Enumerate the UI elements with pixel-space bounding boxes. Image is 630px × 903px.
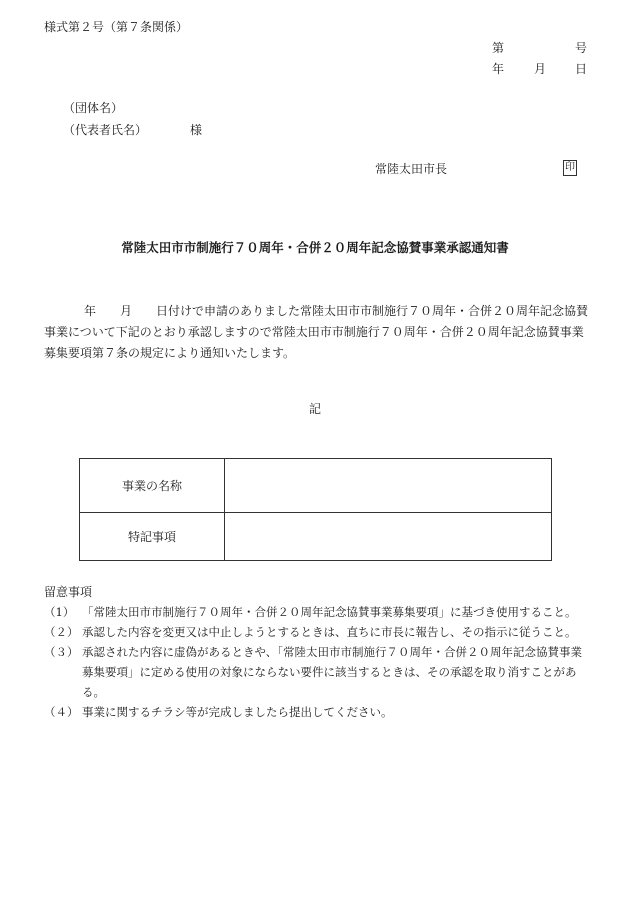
seal-stamp: 印 — [563, 160, 577, 176]
note-number: （４） — [44, 705, 79, 719]
list-item — [44, 642, 592, 702]
row-value — [225, 513, 552, 561]
note-text: 承認した内容を変更又は中止しようとするときは、直ちに市長に報告し、その指示に従うこと。 — [82, 625, 577, 639]
list-item — [44, 702, 592, 722]
row-label: 特記事項 — [80, 513, 225, 561]
date-month: 月 — [534, 62, 547, 76]
document-title: 常陸太田市市制施行７０周年・合併２０周年記念協賛事業承認通知書 — [121, 240, 509, 255]
detail-table — [79, 458, 552, 561]
notes-heading: 留意事項 — [44, 585, 93, 599]
ki-heading: 記 — [308, 402, 321, 416]
list-item — [44, 602, 592, 622]
table-row — [80, 513, 552, 561]
body-text: 日付けで申請のありました常陸太田市市制施行７０周年・合併２０周年記念協賛事業について下記のとおり承認しますので常陸太田市市制施行７０周年・合併２０周年記念協賛事業募集要項第７条の規定により通知いたします。 — [44, 304, 589, 360]
body-paragraph — [44, 301, 590, 364]
sender-title: 常陸太田市長 — [375, 162, 448, 176]
form-id: 様式第２号（第７条関係） — [44, 20, 189, 34]
note-text: 事業に関するチラシ等が完成しましたら提出してください。 — [82, 705, 393, 719]
row-label: 事業の名称 — [80, 459, 225, 513]
note-text: 承認された内容に虚偽があるときや、「常陸太田市市制施行７０周年・合併２０周年記念協賛事業募集要項」に定める使用の対象にならない要件に該当するときは、その承認を取り消すことがある。 — [82, 645, 583, 699]
note-text: 「常陸太田市市制施行７０周年・合併２０周年記念協賛事業募集要項」に基づき使用すること。 — [82, 605, 577, 619]
notes-list — [44, 602, 592, 722]
table-row — [80, 459, 552, 513]
date-day: 日 — [575, 62, 588, 76]
note-number: （３） — [44, 645, 79, 659]
addressee-honorific: 様 — [190, 123, 203, 137]
date-year: 年 — [492, 62, 505, 76]
note-number: （1） — [44, 605, 75, 619]
doc-number-label: 第 — [492, 41, 505, 55]
row-value — [225, 459, 552, 513]
body-year: 年 — [84, 304, 97, 318]
note-number: （２） — [44, 625, 79, 639]
addressee-org: （団体名） — [63, 101, 124, 115]
addressee-rep: （代表者氏名） — [63, 123, 148, 137]
doc-number-suffix: 号 — [575, 41, 588, 55]
body-month: 月 — [120, 304, 133, 318]
list-item — [44, 622, 592, 642]
